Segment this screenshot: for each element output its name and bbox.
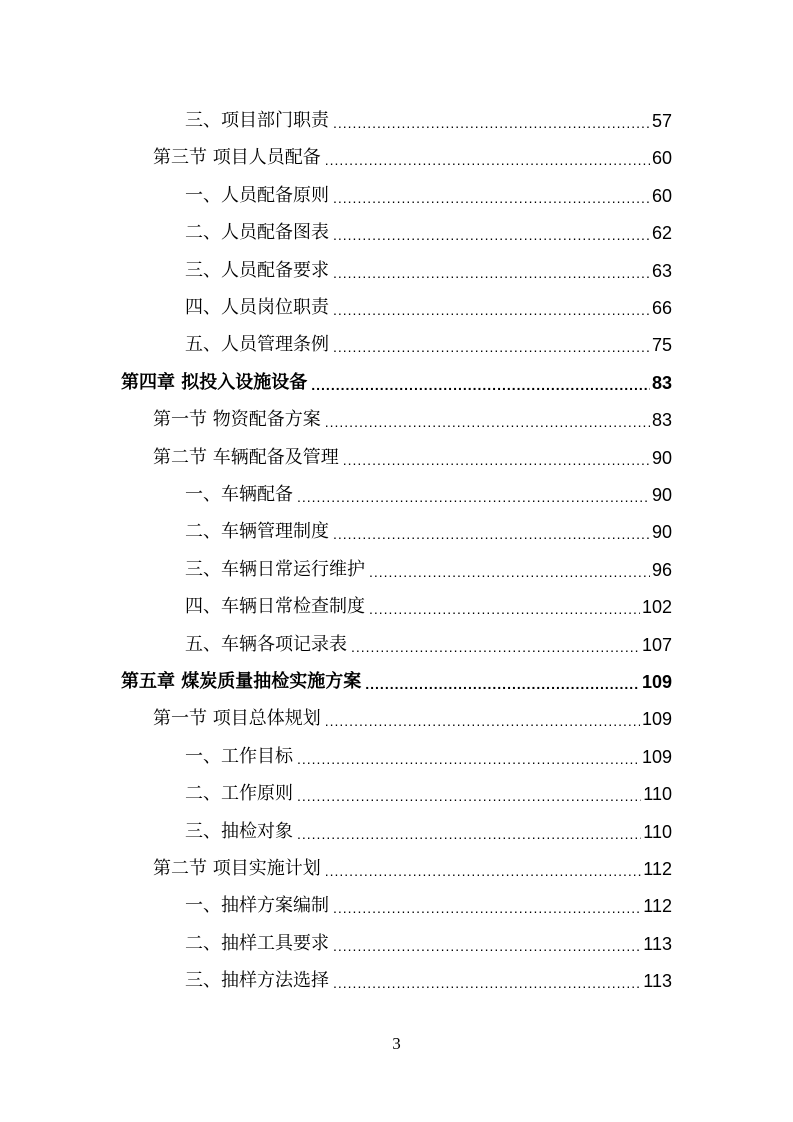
- toc-entry-page: 113: [643, 933, 672, 954]
- page-number: 3: [392, 1034, 401, 1053]
- toc-dot-leader: [325, 862, 642, 880]
- toc-dot-leader: [333, 937, 641, 955]
- toc-entry-title: 三、人员配备要求: [185, 259, 329, 281]
- toc-entry-title: 五、车辆各项记录表: [185, 633, 347, 655]
- toc-dot-leader: [297, 825, 641, 843]
- toc-entry-title: 第四章 拟投入设施设备: [121, 371, 308, 393]
- toc-entry-title: 第一节 项目总体规划: [153, 708, 321, 730]
- toc-dot-leader: [297, 488, 650, 506]
- toc-subsection-entry[interactable]: [185, 511, 672, 543]
- toc-entry-page: 60: [651, 148, 672, 169]
- toc-section-entry[interactable]: [153, 848, 672, 880]
- toc-subsection-entry[interactable]: [185, 586, 672, 618]
- toc-entry-page: 112: [643, 859, 672, 879]
- toc-subsection-entry[interactable]: [185, 474, 672, 506]
- toc-subsection-entry[interactable]: [185, 549, 672, 581]
- toc-entry-title: 第五章 煤炭质量抽检实施方案: [121, 671, 362, 692]
- toc-chapter-entry[interactable]: [121, 661, 672, 693]
- toc-entry-title: 五、人员管理条例: [185, 334, 329, 356]
- toc-subsection-entry[interactable]: [185, 811, 672, 843]
- toc-entry-title: 第二节 车辆配备及管理: [153, 446, 339, 468]
- toc-dot-leader: [297, 750, 640, 768]
- toc-subsection-entry[interactable]: [185, 250, 672, 282]
- toc-section-entry[interactable]: [153, 399, 672, 431]
- toc-entry-page: 113: [643, 971, 672, 992]
- toc-entry-page: 66: [651, 298, 672, 318]
- toc-dot-leader: [333, 899, 641, 917]
- toc-entry-title: 四、人员岗位职责: [185, 297, 329, 318]
- toc-entry-title: 二、人员配备图表: [185, 222, 329, 244]
- toc-entry-page: 102: [641, 597, 672, 618]
- toc-entry-title: 二、抽样工具要求: [185, 932, 329, 954]
- toc-subsection-entry[interactable]: [185, 324, 672, 356]
- toc-section-entry[interactable]: [153, 137, 672, 169]
- toc-entry-title: 一、人员配备原则: [185, 184, 329, 206]
- toc-entry-page: 83: [651, 410, 672, 431]
- toc-entry-page: 62: [651, 223, 672, 244]
- toc-entry-page: 110: [643, 784, 672, 805]
- toc-entry-page: 112: [643, 896, 672, 917]
- toc-dot-leader: [369, 563, 650, 581]
- toc-entry-page: 90: [651, 447, 672, 468]
- toc-entry-page: 60: [651, 185, 672, 206]
- toc-entry-page: 110: [643, 821, 672, 842]
- toc-dot-leader: [369, 600, 640, 618]
- toc-entry-title: 二、车辆管理制度: [185, 521, 329, 543]
- toc-entry-title: 第一节 物资配备方案: [153, 409, 321, 431]
- toc-subsection-entry[interactable]: [185, 736, 672, 768]
- toc-dot-leader: [365, 675, 640, 693]
- toc-dot-leader: [351, 638, 640, 656]
- toc-entry-page: 96: [651, 559, 672, 580]
- toc-entry-title: 三、抽检对象: [185, 820, 293, 842]
- toc-entry-title: 一、车辆配备: [185, 484, 293, 505]
- toc-dot-leader: [333, 525, 650, 543]
- toc-subsection-entry[interactable]: [185, 773, 672, 805]
- toc-entry-title: 三、抽样方法选择: [185, 970, 329, 992]
- toc-subsection-entry[interactable]: [185, 212, 672, 244]
- toc-dot-leader: [343, 451, 650, 469]
- toc-entry-page: 90: [651, 485, 672, 505]
- toc-entry-page: 90: [651, 522, 672, 543]
- toc-subsection-entry[interactable]: [185, 100, 672, 132]
- toc-subsection-entry[interactable]: [185, 624, 672, 656]
- toc-entry-page: 109: [641, 672, 672, 692]
- toc-subsection-entry[interactable]: [185, 960, 672, 992]
- toc-entry-page: 107: [641, 634, 672, 655]
- toc-subsection-entry[interactable]: [185, 287, 672, 319]
- toc-subsection-entry[interactable]: [185, 923, 672, 955]
- toc-dot-leader: [333, 264, 650, 282]
- toc-chapter-entry[interactable]: [121, 362, 672, 394]
- toc-entry-title: 第二节 项目实施计划: [153, 858, 321, 879]
- toc-dot-leader: [333, 301, 650, 319]
- toc-section-entry[interactable]: [153, 437, 672, 469]
- toc-dot-leader: [333, 974, 641, 992]
- toc-entry-page: 57: [651, 111, 672, 131]
- toc-entry-title: 三、车辆日常运行维护: [185, 558, 365, 580]
- toc-dot-leader: [333, 338, 650, 356]
- toc-entry-page: 63: [651, 260, 672, 281]
- toc-dot-leader: [325, 151, 650, 169]
- toc-dot-leader: [333, 189, 650, 207]
- toc-entry-page: 109: [641, 746, 672, 767]
- toc-entry-title: 三、项目部门职责: [185, 110, 329, 131]
- toc-dot-leader: [325, 413, 650, 431]
- toc-entry-title: 四、车辆日常检查制度: [185, 596, 365, 618]
- toc-dot-leader: [311, 376, 650, 394]
- toc-entry-page: 109: [641, 709, 672, 730]
- toc-entry-title: 第三节 项目人员配备: [153, 147, 321, 169]
- toc-entry-title: 一、抽样方案编制: [185, 895, 329, 917]
- toc-entry-title: 二、工作原则: [185, 783, 293, 805]
- toc-dot-leader: [297, 787, 641, 805]
- toc-dot-leader: [325, 712, 640, 730]
- toc-dot-leader: [333, 226, 650, 244]
- toc-entry-page: 75: [651, 335, 672, 356]
- toc-section-entry[interactable]: [153, 698, 672, 730]
- toc-subsection-entry[interactable]: [185, 175, 672, 207]
- toc-entry-page: 83: [651, 372, 672, 393]
- toc-dot-leader: [333, 114, 650, 132]
- toc-subsection-entry[interactable]: [185, 885, 672, 917]
- toc-entry-title: 一、工作目标: [185, 745, 293, 767]
